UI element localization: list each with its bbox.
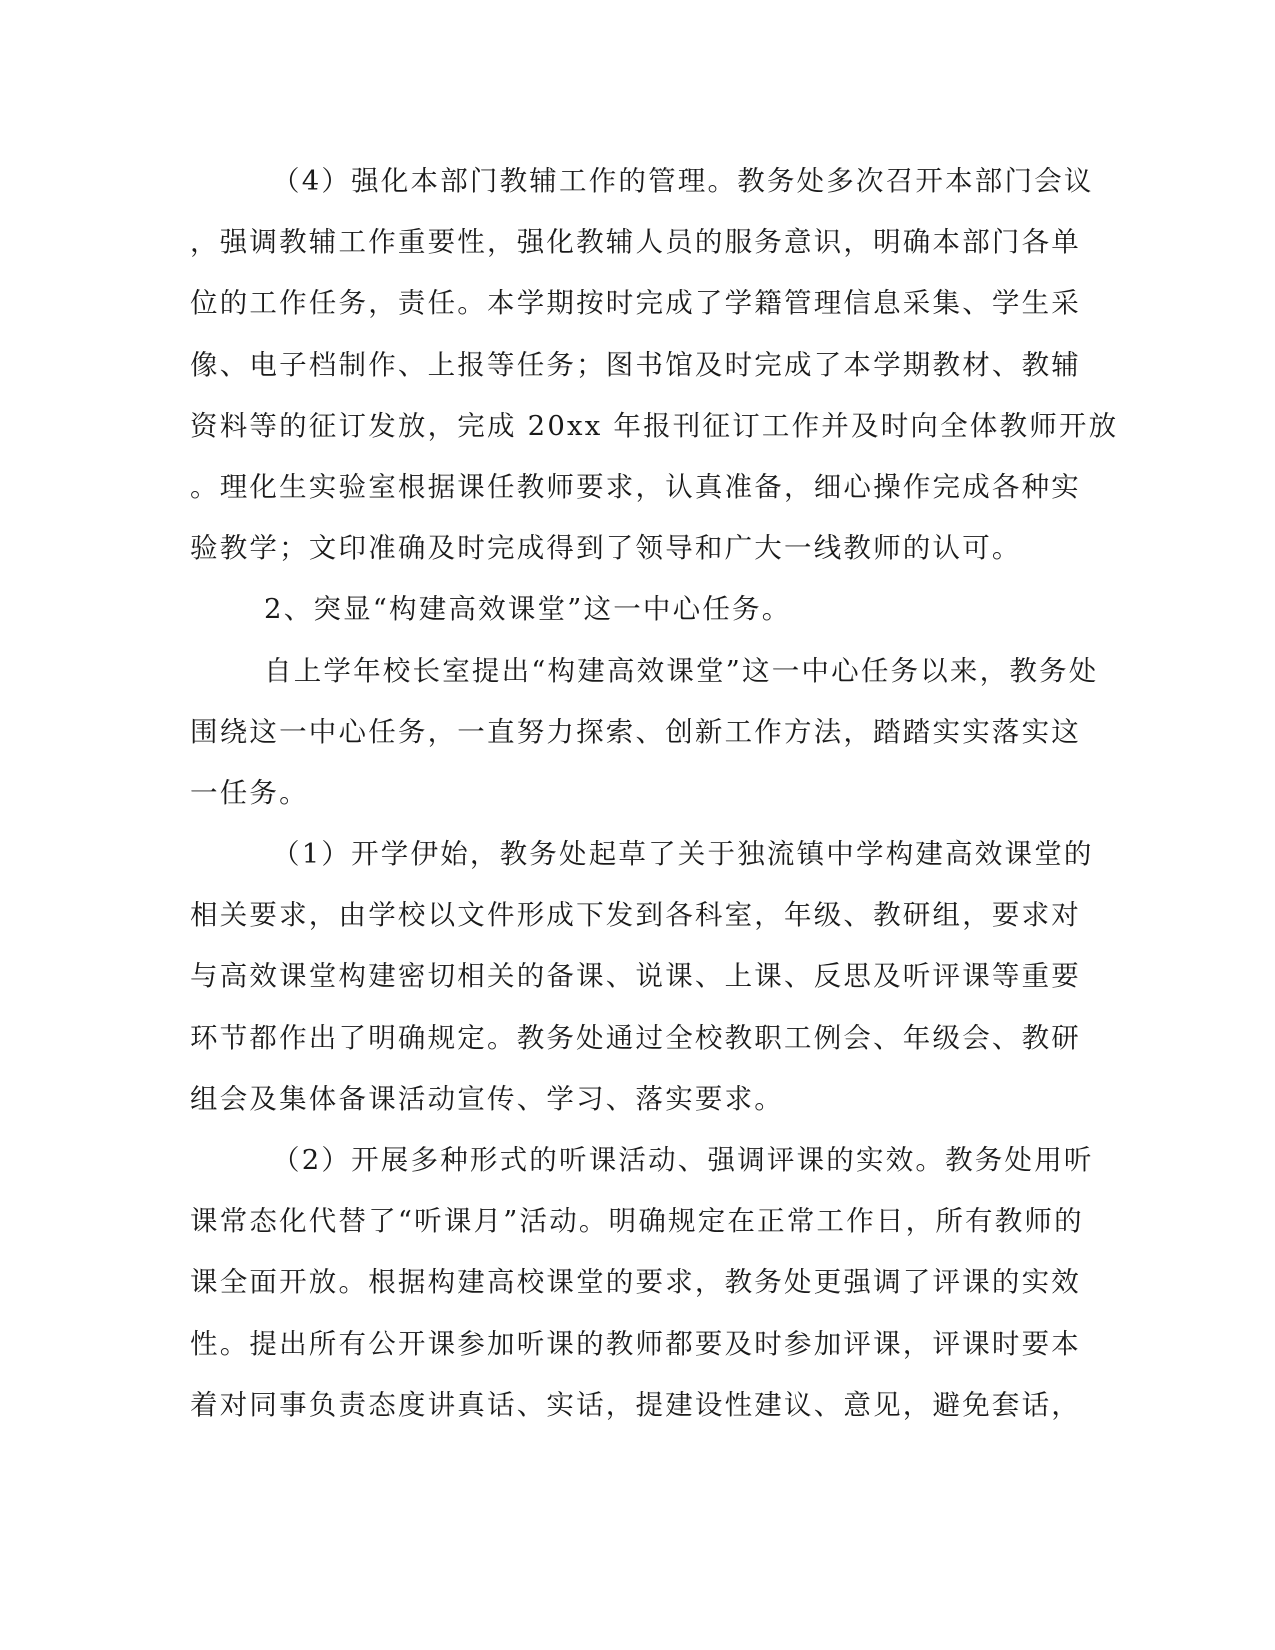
text-line: 着对同事负责态度讲真话、实话，提建设性建议、意见，避免套话， <box>190 1388 1081 1421</box>
text-line: 课全面开放。根据构建高校课堂的要求，教务处更强调了评课的实效 <box>190 1266 1081 1299</box>
text-line: 围绕这一中心任务，一直努力探索、创新工作方法，踏踏实实落实这 <box>190 715 1081 748</box>
text-line: （2）开展多种形式的听课活动、强调评课的实效。教务处用听 <box>272 1144 1094 1176</box>
text-line: 课常态化代替了“听课月”活动。明确规定在正常工作日，所有教师的 <box>190 1205 1084 1238</box>
text-line: 性。提出所有公开课参加听课的教师都要及时参加评课，评课时要本 <box>190 1327 1081 1360</box>
text-line: 。理化生实验室根据课任教师要求，认真准备，细心操作完成各种实 <box>190 470 1081 503</box>
text-line: 环节都作出了明确规定。教务处通过全校教职工例会、年级会、教研 <box>190 1021 1081 1054</box>
text-line: 资料等的征订发放，完成 20xx 年报刊征订工作并及时向全体教师开放 <box>190 409 1119 442</box>
text-line: （4）强化本部门教辅工作的管理。教务处多次召开本部门会议 <box>272 165 1094 197</box>
text-line: 一任务。 <box>190 776 309 809</box>
text-line: 自上学年校长室提出“构建高效课堂”这一中心任务以来，教务处 <box>264 654 1099 687</box>
text-line: 验教学；文印准确及时完成得到了领导和广大一线教师的认可。 <box>190 532 1022 565</box>
text-line: 像、电子档制作、上报等任务；图书馆及时完成了本学期教材、教辅 <box>190 348 1081 381</box>
text-line: 相关要求，由学校以文件形成下发到各科室，年级、教研组，要求对 <box>190 899 1081 932</box>
text-line: 组会及集体备课活动宣传、学习、落实要求。 <box>190 1082 784 1115</box>
text-line: 2、突显“构建高效课堂”这一中心任务。 <box>264 593 792 626</box>
text-line: 与高效课堂构建密切相关的备课、说课、上课、反思及听评课等重要 <box>190 960 1081 993</box>
text-line: ，强调教辅工作重要性，强化教辅人员的服务意识，明确本部门各单 <box>190 226 1081 259</box>
text-line: 位的工作任务，责任。本学期按时完成了学籍管理信息采集、学生采 <box>190 287 1081 320</box>
body-text <box>190 162 1119 1447</box>
text-line: （1）开学伊始，教务处起草了关于独流镇中学构建高效课堂的 <box>272 838 1094 871</box>
